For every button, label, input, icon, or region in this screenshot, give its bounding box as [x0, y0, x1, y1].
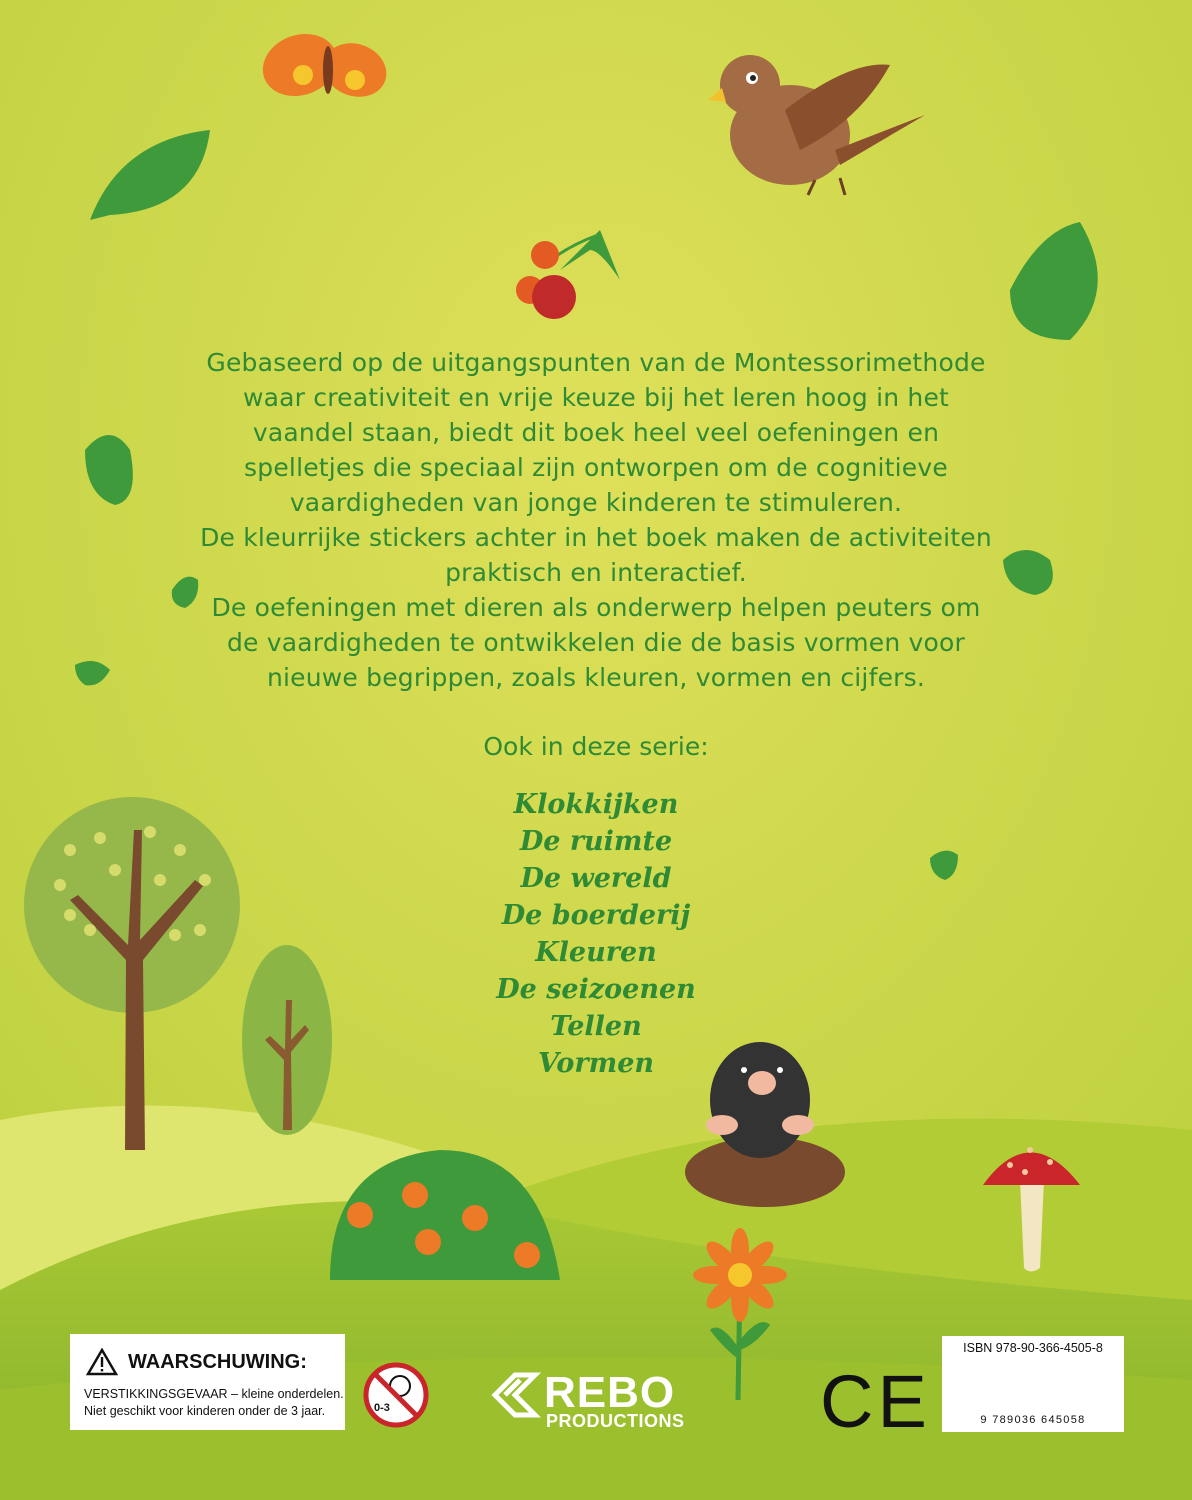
warning-text: [84, 1386, 344, 1420]
description-line: waar creativiteit en vrije keuze bij het leren hoog in het: [242, 383, 950, 412]
series-title: De ruimte: [519, 826, 673, 857]
isbn-text: ISBN 978-90-366-4505-8: [963, 1341, 1103, 1355]
description-line: de vaardigheden te ontwikkelen die de basis vormen voor: [226, 628, 966, 657]
series-heading: Ook in deze serie:: [483, 732, 709, 761]
series-title: De boerderij: [501, 900, 691, 931]
series-title: Kleuren: [535, 937, 657, 968]
series-list: [0, 786, 1192, 1082]
description-line: vaardigheden van jonge kinderen te stimuleren.: [289, 488, 903, 517]
description-text: [0, 345, 1192, 695]
publisher-logo-name: REBO: [544, 1368, 676, 1417]
description-line: De kleurrijke stickers achter in het boek maken de activiteiten: [200, 523, 992, 552]
warning-line: VERSTIKKINGSGEVAAR – kleine onderdelen.: [84, 1387, 344, 1401]
description-line: vaandel staan, biedt dit boek heel veel oefeningen en: [252, 418, 940, 447]
warning-line: Niet geschikt voor kinderen onder de 3 jaar.: [84, 1404, 326, 1418]
series-title: Klokkijken: [513, 789, 679, 820]
age-restriction-label: 0-3: [374, 1402, 390, 1414]
series-title: Vormen: [537, 1048, 655, 1079]
ce-mark: CE: [820, 1360, 931, 1443]
publisher-logo-subtitle: PRODUCTIONS: [546, 1411, 685, 1431]
description-line: praktisch en interactief.: [445, 558, 747, 587]
warning-triangle-icon: [86, 1348, 118, 1376]
description-line: Gebaseerd op de uitgangspunten van de Montessorimethode: [206, 348, 986, 377]
series-title: De wereld: [520, 863, 672, 894]
barcode-digits: 9 789036 645058: [980, 1414, 1086, 1426]
warning-title: WAARSCHUWING:: [128, 1351, 307, 1373]
description-line: nieuwe begrippen, zoals kleuren, vormen en cijfers.: [266, 663, 926, 692]
age-restriction-icon: [366, 1365, 426, 1425]
description-line: spelletjes die speciaal zijn ontworpen om de cognitieve: [244, 453, 948, 482]
series-title: De seizoenen: [496, 974, 696, 1005]
isbn-box: [942, 1336, 1124, 1432]
warning-box: [70, 1334, 345, 1430]
description-line: De oefeningen met dieren als onderwerp helpen peuters om: [211, 593, 981, 622]
series-title: Tellen: [550, 1011, 642, 1042]
